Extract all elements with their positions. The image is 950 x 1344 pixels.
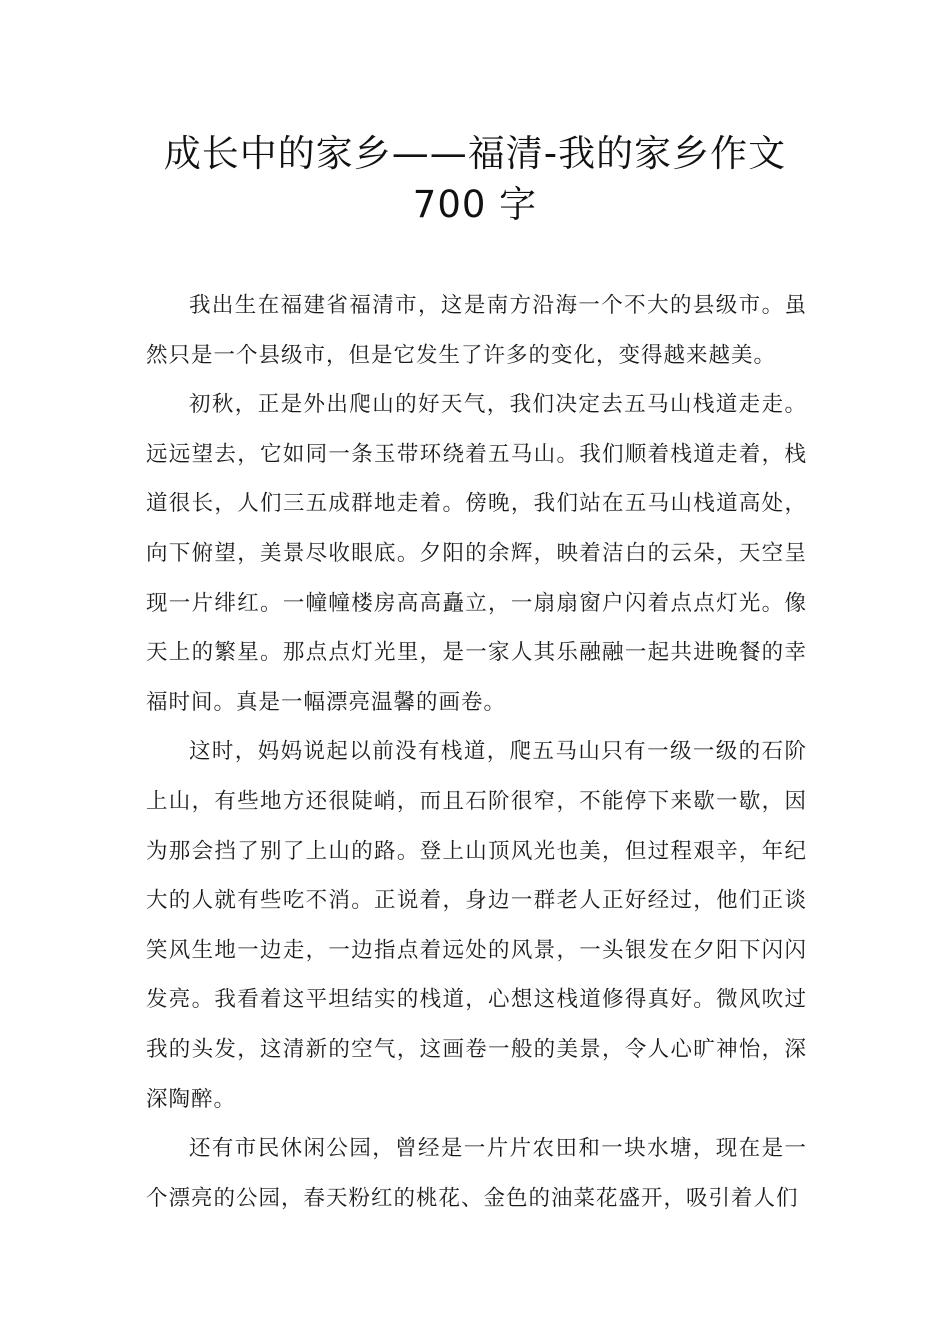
paragraph-1: 我出生在福建省福清市，这是南方沿海一个不大的县级市。虽然只是一个县级市，但是它发生了许多的变化，变得越来越美。 bbox=[146, 293, 807, 368]
paragraph-3: 这时，妈妈说起以前没有栈道，爬五马山只有一级一级的石阶上山，有些地方还很陡峭，而且石阶很窄，不能停下来歇一歇，因为那会挡了别了上山的路。登上山顶风光也美，但过程艰辛，年纪大的人就有些吃不消。正说着，身边一群老人正好经过，他们正谈笑风生地一边走，一边指点着远处的风景，一头银发在夕阳下闪闪发亮。我看着这平坦结实的栈道，心想这栈道修得真好。微风吹过我的头发，这清新的空气，这画卷一般的美景，令人心旷神怡，深深陶醉。 bbox=[146, 739, 807, 1112]
paragraph-4: 还有市民休闲公园，曾经是一片片农田和一块水塘，现在是一个漂亮的公园，春天粉红的桃花、金色的油菜花盛开，吸引着人们 bbox=[146, 1136, 807, 1211]
document-title bbox=[120, 128, 830, 230]
title-line-2: 700 字 bbox=[412, 183, 538, 226]
document-body bbox=[146, 281, 807, 1223]
paragraph-2: 初秋，正是外出爬山的好天气，我们决定去五马山栈道走走。远远望去，它如同一条玉带环绕着五马山。我们顺着栈道走着，栈道很长，人们三五成群地走着。傍晚，我们站在五马山栈道高处，向下俯望，美景尽收眼底。夕阳的余辉，映着洁白的云朵，天空呈现一片绯红。一幢幢楼房高高矗立，一扇扇窗户闪着点点灯光。像天上的繁星。那点点灯光里，是一家人其乐融融一起共进晚餐的幸福时间。真是一幅漂亮温馨的画卷。 bbox=[146, 392, 807, 715]
title-line-1: 成长中的家乡——福清-我的家乡作文 bbox=[163, 132, 787, 175]
